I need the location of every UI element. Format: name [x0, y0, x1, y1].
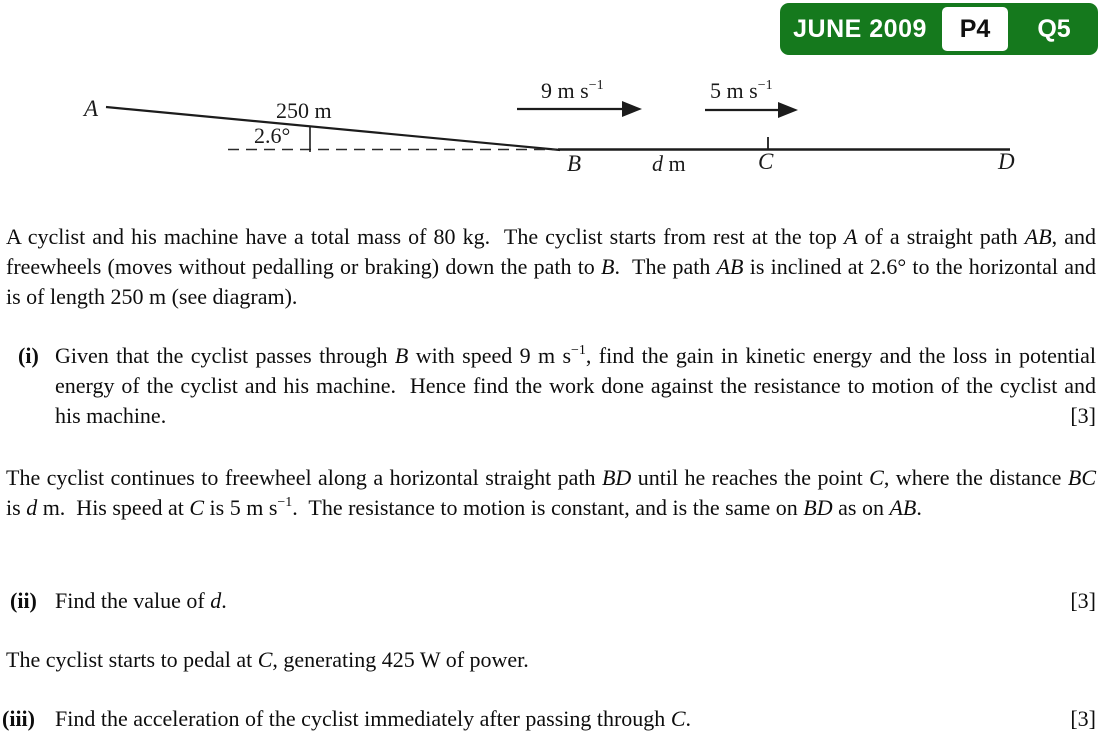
part-iii-label: (iii) [2, 706, 35, 731]
velocity-arrow-c [705, 102, 798, 118]
label-point-b: B [567, 151, 582, 176]
label-speed-at-b: 9 m $s^{-1}$ [541, 78, 604, 103]
part-i-text: Given that the cyclist passes through B with speed 9 m $s^{-1}$, find the gain in kinetic energy and the loss in potential energy of the cyclist and his machine. Hence find the work done against the resistance to motion of the cyclist and his machine. [55, 343, 1096, 428]
part-ii [6, 586, 1096, 616]
label-incline-length: 250 m [276, 98, 332, 123]
label-point-c: C [758, 149, 774, 174]
part-iii [2, 704, 1096, 734]
part-ii-marks: [3] [1070, 588, 1096, 613]
pedal-paragraph: The cyclist starts to pedal at C, generating 425 W of power. [6, 647, 529, 672]
label-incline-angle: 2.6° [254, 123, 291, 148]
part-iii-marks: [3] [1070, 706, 1096, 731]
part-iii-text: Find the acceleration of the cyclist immediately after passing through C. [55, 706, 691, 731]
badge-paper-label: P4 [942, 7, 1008, 51]
part-i-label: (i) [18, 343, 39, 368]
part-ii-text: Find the value of d. [55, 588, 227, 613]
part-ii-label: (ii) [10, 588, 37, 613]
label-distance-d: d m [652, 151, 686, 176]
incline-line-ab [106, 107, 560, 150]
label-speed-at-c: 5 m $s^{-1}$ [710, 78, 773, 103]
intro-paragraph: A cyclist and his machine have a total mass of 80 kg. The cyclist starts from rest at the top A of a straight path AB, and freewheels (moves without pedalling or braking) down the path to B. The path AB is inclined at 2.6° to the horizontal and is of length 250 m (see diagram). [6, 224, 1096, 309]
label-point-d: D [998, 149, 1015, 174]
badge-question-label: Q5 [1037, 14, 1071, 43]
part-i-marks: [3] [1070, 403, 1096, 428]
badge-session-label: JUNE 2009 [793, 14, 927, 43]
mid-paragraph: The cyclist continues to freewheel along a horizontal straight path BD until he reaches the point C, where the distance BC is d m. His speed at C is 5 m $s^{-1}$. The resistance to motion is constant, and is the same on BD as on AB. [6, 465, 1096, 520]
velocity-arrow-b [517, 101, 642, 117]
label-point-a: A [84, 96, 99, 121]
diagram [0, 0, 1100, 200]
part-i [6, 341, 1096, 431]
